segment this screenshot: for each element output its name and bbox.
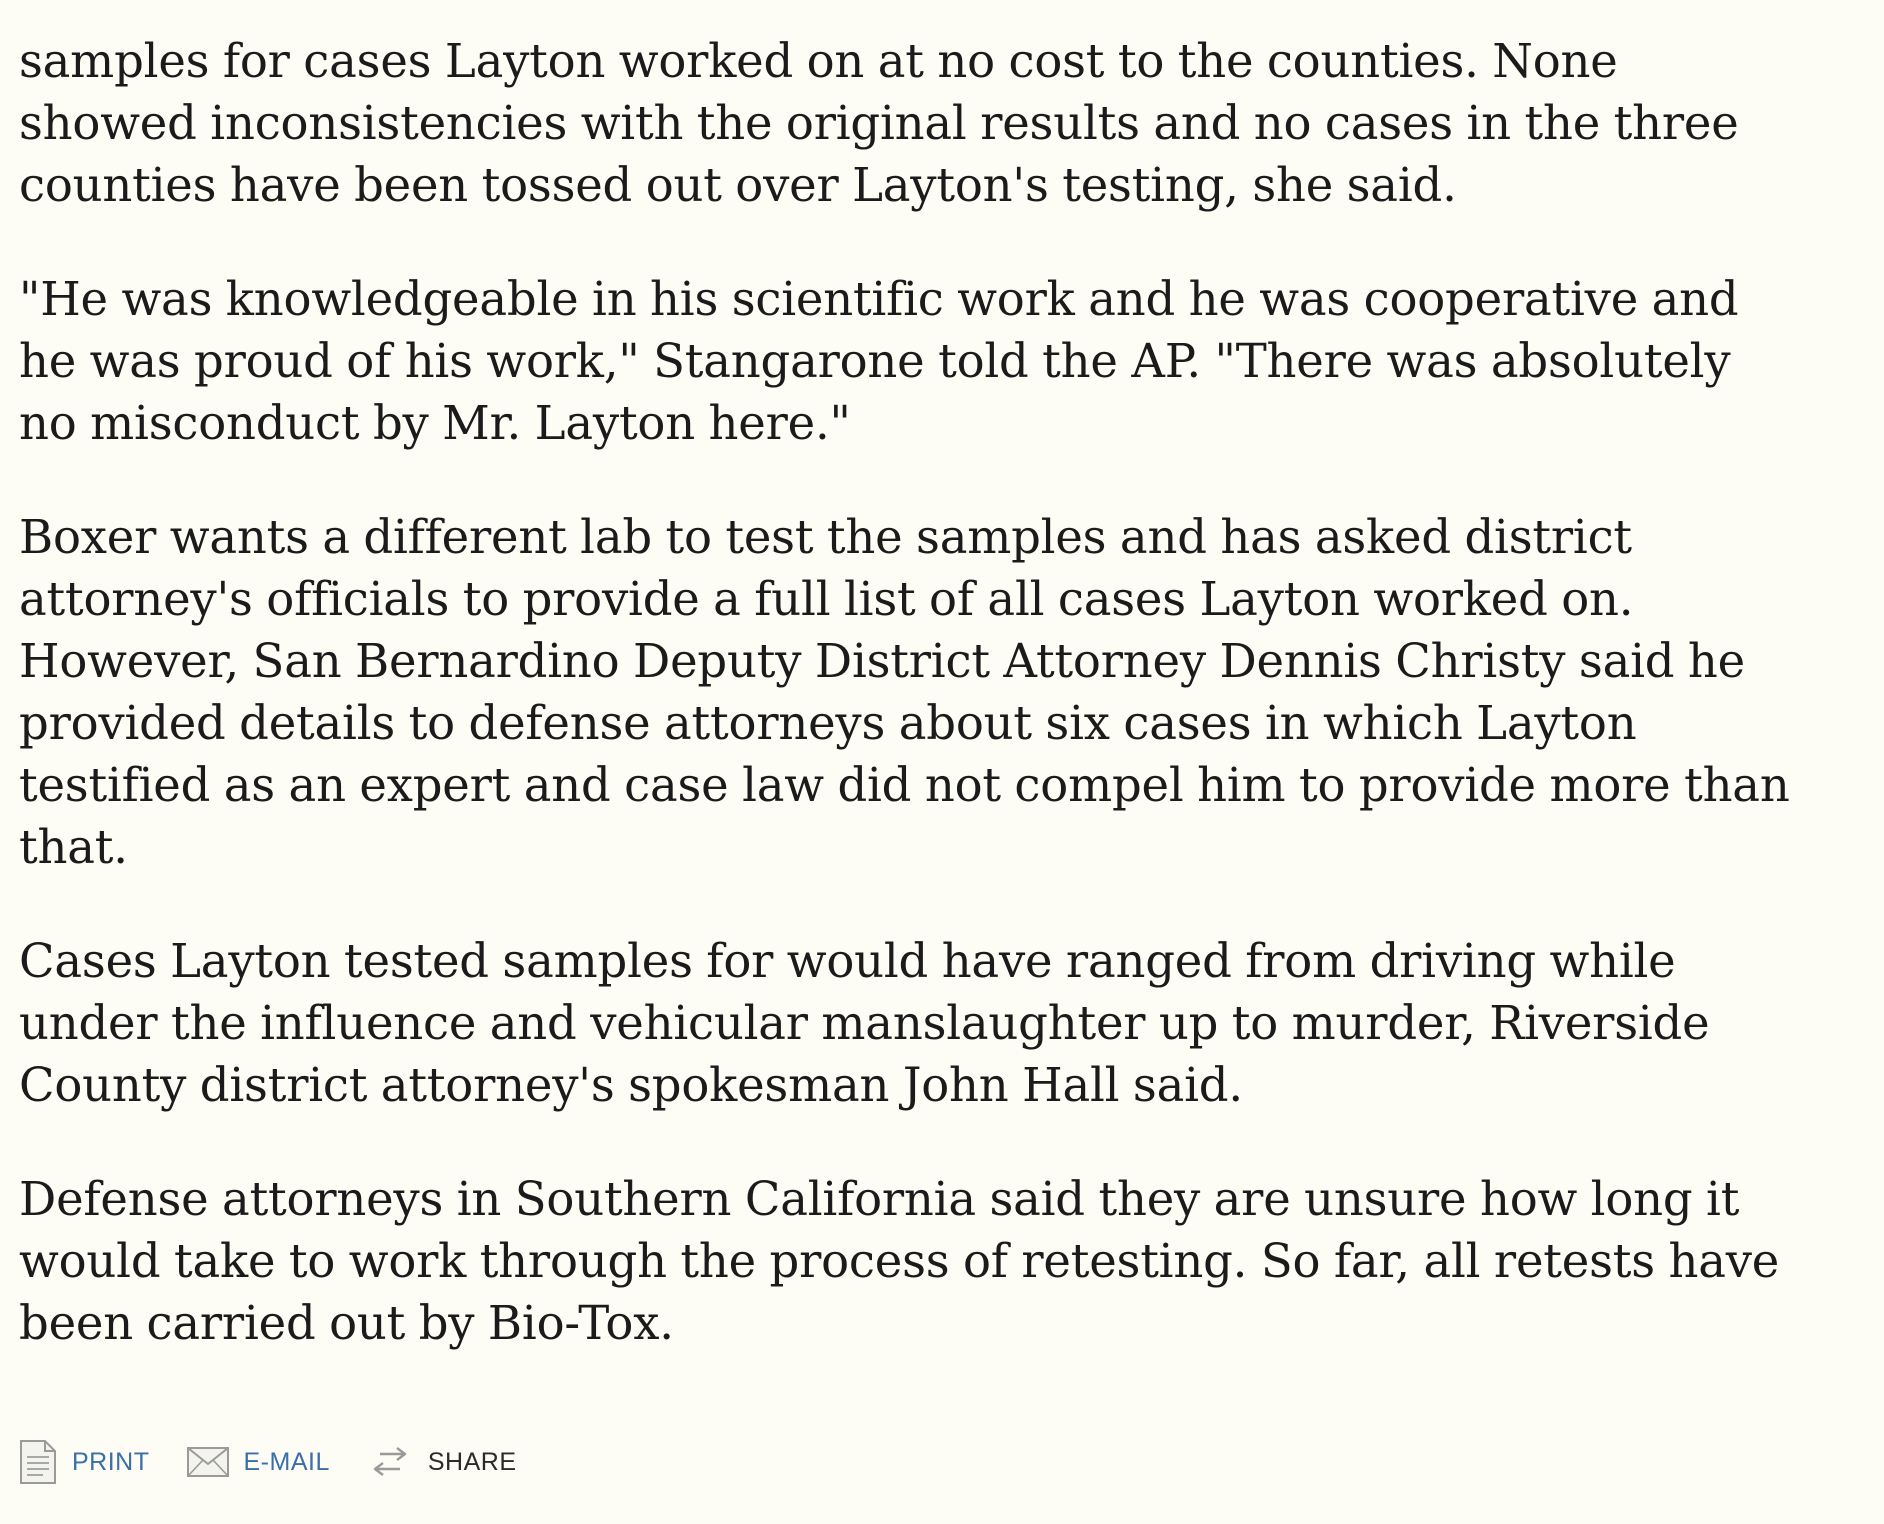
article-toolbar (18, 1438, 553, 1486)
paragraph-line: he was proud of his work," Stangarone told the AP. "There was absolutely (19, 334, 1731, 388)
share-label: SHARE (427, 1447, 517, 1476)
article-paragraph (19, 930, 1869, 1116)
paragraph-line: showed inconsistencies with the original results and no cases in the three (19, 96, 1739, 150)
paragraph-line: no misconduct by Mr. Layton here." (19, 396, 851, 450)
paragraph-line: County district attorney's spokesman John Hall said. (19, 1058, 1243, 1112)
paragraph-line: However, San Bernardino Deputy District Attorney Dennis Christy said he (19, 634, 1745, 688)
envelope-icon (186, 1444, 230, 1480)
paragraph-line: testified as an expert and case law did not compel him to provide more than (19, 758, 1790, 812)
paragraph-line: provided details to defense attorneys about six cases in which Layton (19, 696, 1637, 750)
paragraph-line: under the influence and vehicular manslaughter up to murder, Riverside (19, 996, 1710, 1050)
paragraph-line: been carried out by Bio-Tox. (19, 1296, 674, 1350)
document-icon (18, 1439, 58, 1485)
email-label: E-MAIL (243, 1447, 330, 1476)
print-button[interactable] (18, 1439, 150, 1485)
share-arrows-icon (366, 1445, 414, 1479)
paragraph-line: counties have been tossed out over Layton's testing, she said. (19, 158, 1457, 212)
article-body (19, 30, 1869, 1406)
paragraph-line: Defense attorneys in Southern California said they are unsure how long it (19, 1172, 1740, 1226)
article-paragraph (19, 1168, 1869, 1354)
print-label: PRINT (72, 1447, 150, 1476)
article-paragraph (19, 268, 1869, 454)
article-paragraph (19, 506, 1869, 878)
paragraph-line: "He was knowledgeable in his scientific work and he was cooperative and (19, 272, 1739, 326)
paragraph-line: would take to work through the process of retesting. So far, all retests have (19, 1234, 1780, 1288)
email-button[interactable] (186, 1444, 330, 1480)
paragraph-line: that. (19, 820, 128, 874)
paragraph-line: attorney's officials to provide a full list of all cases Layton worked on. (19, 572, 1634, 626)
paragraph-line: samples for cases Layton worked on at no cost to the counties. None (19, 34, 1618, 88)
article-paragraph (19, 30, 1869, 216)
paragraph-line: Boxer wants a different lab to test the samples and has asked district (19, 510, 1632, 564)
paragraph-line: Cases Layton tested samples for would have ranged from driving while (19, 934, 1676, 988)
share-button[interactable] (366, 1445, 517, 1479)
